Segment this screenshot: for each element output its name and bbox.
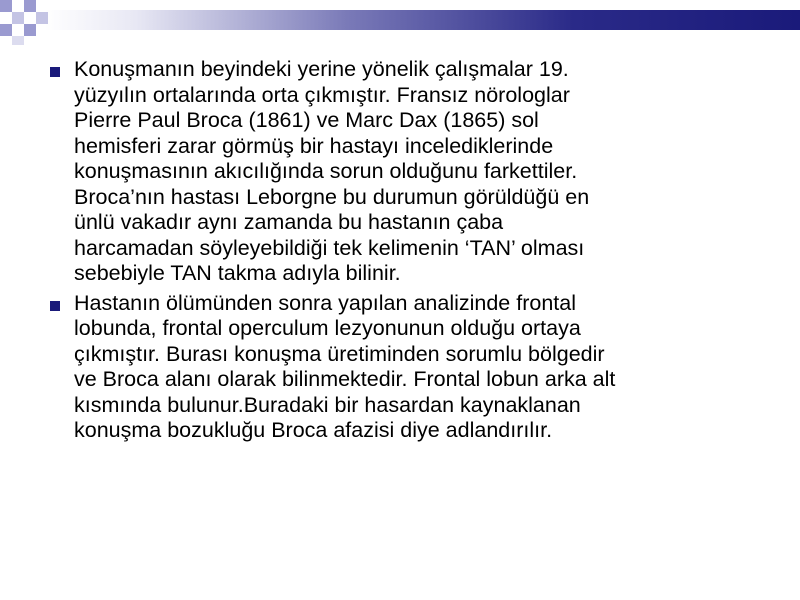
header-square: [24, 0, 36, 12]
bullet-item: [48, 57, 788, 287]
header-square: [12, 36, 24, 45]
slide-body: [48, 57, 788, 448]
header-square: [24, 24, 36, 36]
bullet-text: Hastanın ölümünden sonra yapılan analizinde frontal lobunda, frontal operculum lezyonunun olduğu ortaya çıkmıştır. Burası konuşma üretiminden sorumlu bölgedir ve Broca alanı olarak bilinmektedir. Frontal lobun arka alt kısmında bulunur.Buradaki bir hasardan kaynaklanan konuşma bozukluğu Broca afazisi diye adlandırılır.: [74, 290, 616, 442]
header-decoration-graphic: [0, 0, 800, 45]
header-square: [36, 12, 48, 24]
header-square: [0, 24, 12, 36]
bullet-item: [48, 291, 788, 444]
header-square: [12, 12, 24, 24]
header-decoration: [0, 0, 800, 45]
square-bullet-icon: [50, 301, 60, 311]
header-square: [0, 0, 12, 12]
square-bullet-icon: [50, 67, 60, 77]
header-gradient-bar: [45, 10, 800, 30]
bullet-text: Konuşmanın beyindeki yerine yönelik çalışmalar 19. yüzyılın ortalarında orta çıkmıştır. Fransız nörologlar Pierre Paul Broca (1861) ve Marc Dax (1865) sol hemisferi zarar görmüş bir hastayı incelediklerinde konuşmasının akıcılığında sorun olduğunu farkettiler. Broca’nın hastası Leborgne bu durumun görüldüğü en ünlü vakadır aynı zamanda bu hastanın çaba harcamadan söyleyebildiği tek kelimenin ‘TAN’ olması sebebiyle TAN takma adıyla bilinir.: [74, 57, 590, 285]
